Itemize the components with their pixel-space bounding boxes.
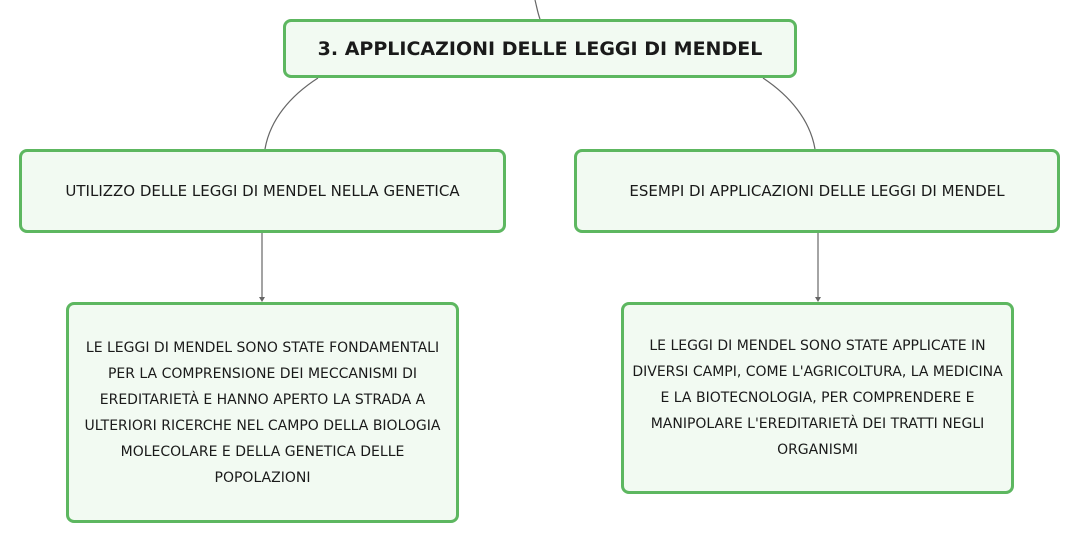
connector-root-to-left	[265, 78, 318, 149]
detail-node-text: LE LEGGI DI MENDEL SONO STATE FONDAMENTALI PER LA COMPRENSIONE DEI MECCANISMI DI EREDITARIETÀ E HANNO APERTO LA STRADA A ULTERIORI RICERCHE NEL CAMPO DELLA BIOLOGIA MOLECOLARE E DELLA GENETICA DELLE POPOLAZIONI	[84, 339, 441, 486]
branch-node-genetics-usage[interactable]	[19, 149, 506, 233]
branch-node-application-examples[interactable]	[574, 149, 1060, 233]
detail-node-genetics-usage[interactable]	[66, 302, 459, 523]
detail-node-text: LE LEGGI DI MENDEL SONO STATE APPLICATE IN DIVERSI CAMPI, COME L'AGRICOLTURA, LA MEDICINA E LA BIOTECNOLOGIA, PER COMPRENDERE E MANIPOLARE L'EREDITARIETÀ DEI TRATTI NEGLI ORGANISMI	[632, 338, 1003, 458]
connector-parent-to-root	[535, 0, 540, 19]
root-node[interactable]	[283, 19, 797, 78]
branch-node-label: UTILIZZO DELLE LEGGI DI MENDEL NELLA GENETICA	[65, 182, 460, 200]
detail-node-application-examples[interactable]	[621, 302, 1014, 494]
connector-root-to-right	[763, 78, 815, 149]
root-node-label: 3. APPLICAZIONI DELLE LEGGI DI MENDEL	[317, 37, 763, 60]
branch-node-label: ESEMPI DI APPLICAZIONI DELLE LEGGI DI MENDEL	[629, 182, 1005, 200]
